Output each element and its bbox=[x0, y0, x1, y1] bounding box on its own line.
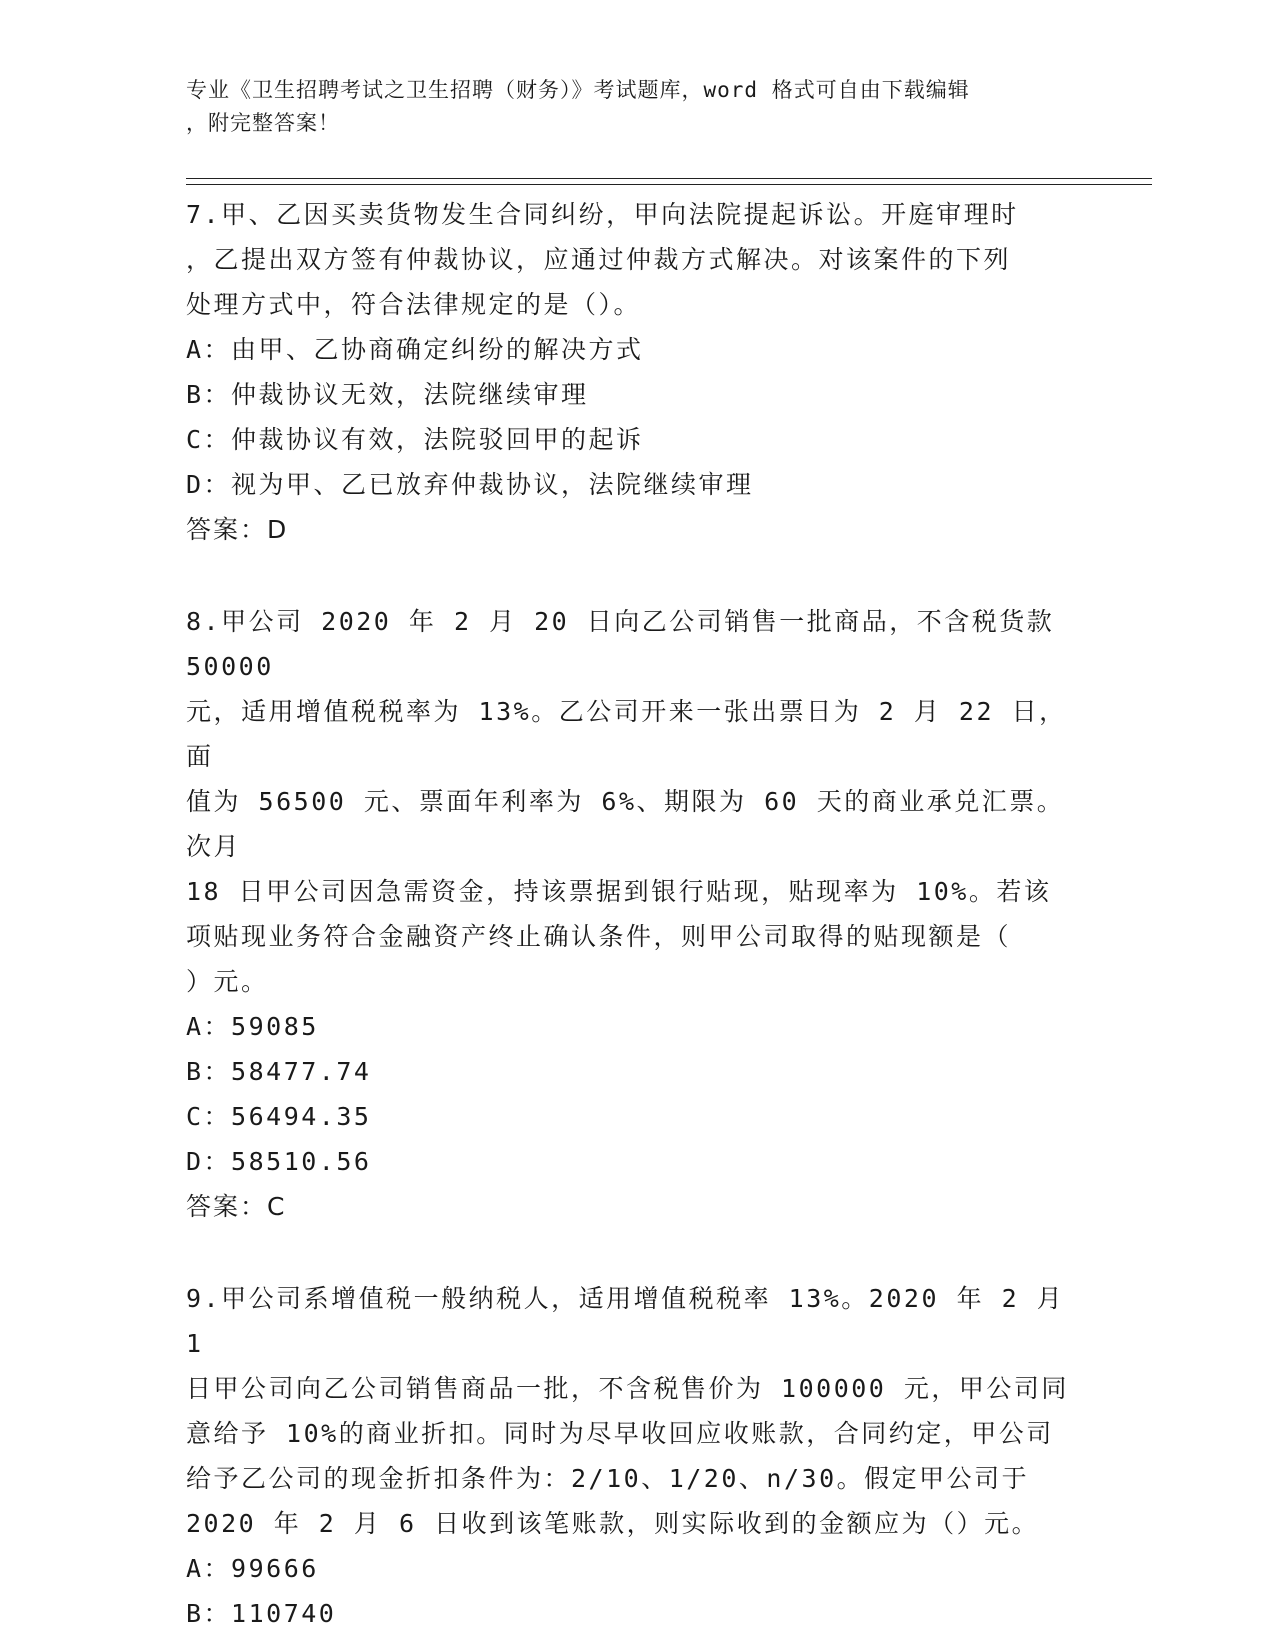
option-d: D：58510.56 bbox=[186, 1147, 372, 1176]
option-a: A：由甲、乙协商确定纠纷的解决方式 bbox=[186, 335, 644, 364]
document-header bbox=[186, 74, 1066, 140]
question-stem-line: 8.甲公司 2020 年 2 月 20 日向乙公司销售一批商品，不含税货款 50000 bbox=[186, 607, 1055, 681]
option-c: C：仲裁协议有效，法院驳回甲的起诉 bbox=[186, 425, 644, 454]
question-stem-line: 给予乙公司的现金折扣条件为：2/10、1/20、n/30。假定甲公司于 bbox=[186, 1464, 1030, 1493]
option-a: A：59085 bbox=[186, 1012, 319, 1041]
question-stem-line: ，乙提出双方签有仲裁协议，应通过仲裁方式解决。对该案件的下列 bbox=[186, 245, 1012, 274]
question-stem-line: 9.甲公司系增值税一般纳税人，适用增值税税率 13%。2020 年 2 月 1 bbox=[186, 1284, 1065, 1358]
question-stem bbox=[186, 599, 1086, 1004]
question-stem bbox=[186, 192, 1086, 327]
question-stem-line: 处理方式中，符合法律规定的是（）。 bbox=[186, 290, 642, 319]
option-c: C：56494.35 bbox=[186, 1102, 372, 1131]
header-line-2: ，附完整答案！ bbox=[186, 111, 340, 135]
question-stem-line: ）元。 bbox=[186, 967, 269, 996]
option-b: B：58477.74 bbox=[186, 1057, 372, 1086]
question-stem-line: 日甲公司向乙公司销售商品一批，不含税售价为 100000 元，甲公司同 bbox=[186, 1374, 1069, 1403]
question-item bbox=[186, 192, 1086, 552]
option-b: B：110740 bbox=[186, 1599, 337, 1628]
header-divider-top bbox=[186, 178, 1152, 179]
answer-label: 答案：D bbox=[186, 515, 289, 544]
answer-label: 答案：C bbox=[186, 1192, 287, 1221]
option-d: D：视为甲、乙已放弃仲裁协议，法院继续审理 bbox=[186, 470, 754, 499]
question-stem-line: 7.甲、乙因买卖货物发生合同纠纷，甲向法院提起诉讼。开庭审理时 bbox=[186, 200, 1019, 229]
option-a: A：99666 bbox=[186, 1554, 319, 1583]
question-spacer bbox=[186, 1229, 1086, 1276]
question-stem-line: 项贴现业务符合金融资产终止确认条件，则甲公司取得的贴现额是（ bbox=[186, 922, 1012, 951]
header-divider-bottom bbox=[186, 184, 1152, 185]
option-b: B：仲裁协议无效，法院继续审理 bbox=[186, 380, 589, 409]
question-stem-line: 值为 56500 元、票面年利率为 6%、期限为 60 天的商业承兑汇票。次月 bbox=[186, 787, 1065, 861]
question-stem bbox=[186, 1276, 1086, 1546]
question-stem-line: 2020 年 2 月 6 日收到该笔账款，则实际收到的金额应为（）元。 bbox=[186, 1509, 1040, 1538]
header-line-1: 专业《卫生招聘考试之卫生招聘（财务）》考试题库，word 格式可自由下载编辑 bbox=[186, 78, 970, 102]
question-stem-line: 18 日甲公司因急需资金，持该票据到银行贴现，贴现率为 10%。若该 bbox=[186, 877, 1052, 906]
question-list bbox=[186, 192, 1086, 1636]
question-spacer bbox=[186, 552, 1086, 599]
question-item bbox=[186, 599, 1086, 1229]
question-stem-line: 意给予 10%的商业折扣。同时为尽早收回应收账款，合同约定，甲公司 bbox=[186, 1419, 1054, 1448]
question-item bbox=[186, 1276, 1086, 1636]
question-stem-line: 元，适用增值税税率为 13%。乙公司开来一张出票日为 2 月 22 日，面 bbox=[186, 697, 1067, 771]
